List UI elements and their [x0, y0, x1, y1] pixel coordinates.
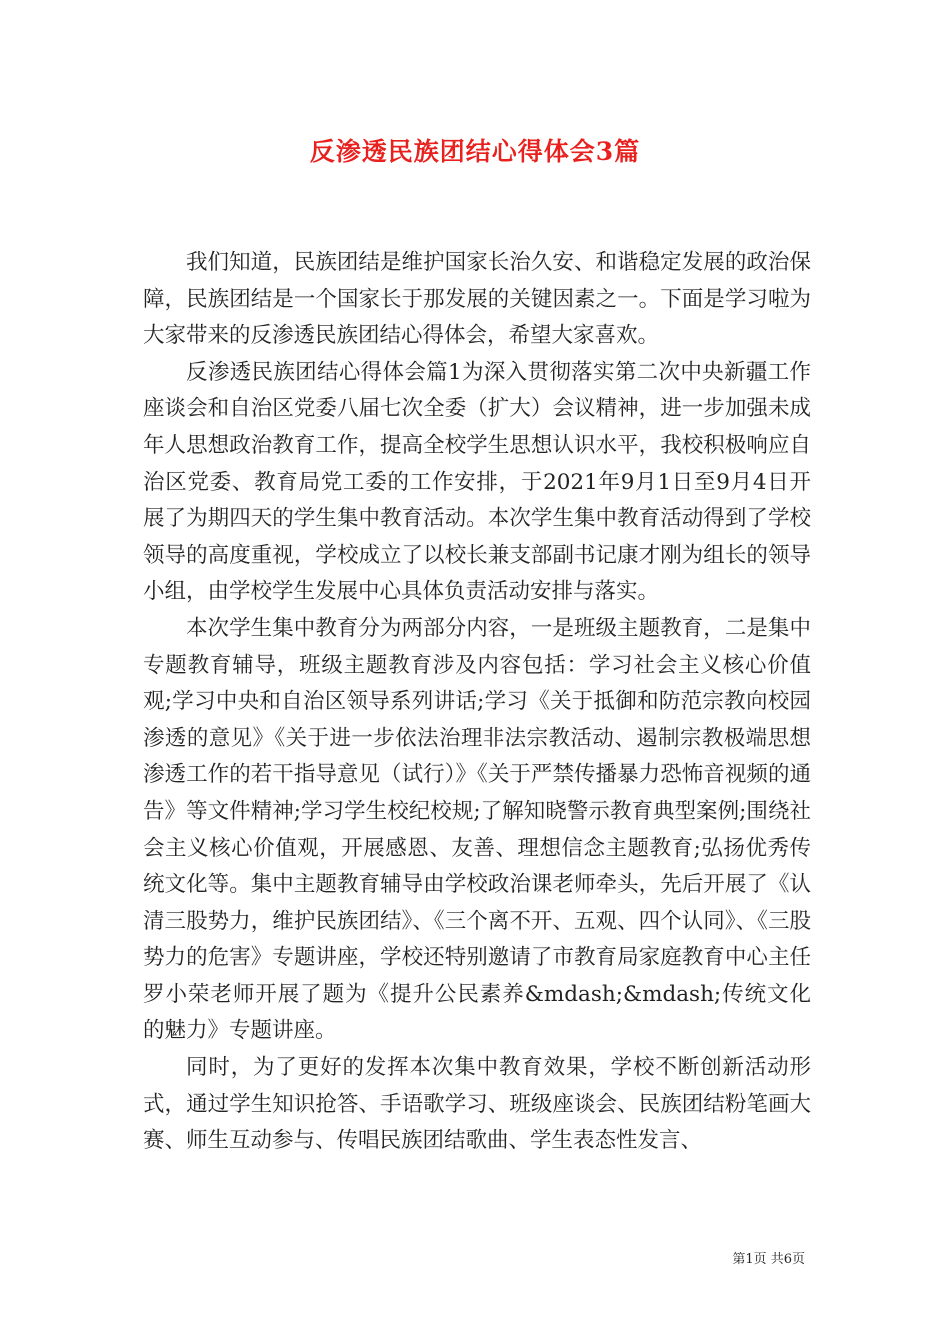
paragraph: 本次学生集中教育分为两部分内容，一是班级主题教育，二是集中专题教育辅导，班级主题教育涉及内容包括：学习社会主义核心价值观;学习中央和自治区领导系列讲话;学习《关于抵御和防范宗教向校园渗透的意见》《关于进一步依法治理非法宗教活动、遏制宗教极端思想渗透工作的若干指导意见（试行）》《关于严禁传播暴力恐怖音视频的通告》等文件精神;学习学生校纪校规;了解知晓警示教育典型案例;围绕社会主义核心价值观，开展感恩、友善、理想信念主题教育;弘扬优秀传统文化等。集中主题教育辅导由学校政治课老师牵头，先后开展了《认清三股势力，维护民族团结》、《三个离不开、五观、四个认同》、《三股势力的危害》专题讲座，学校还特别邀请了市教育局家庭教育中心主任罗小荣老师开展了题为《提升公民素养&mdash;&mdash;传统文化的魅力》专题讲座。 [143, 615, 811, 1044]
paragraph: 我们知道，民族团结是维护国家长治久安、和谐稳定发展的政治保障，民族团结是一个国家长于那发展的关键因素之一。下面是学习啦为大家带来的反渗透民族团结心得体会，希望大家喜欢。 [143, 250, 811, 349]
document-title: 反渗透民族团结心得体会3篇 [309, 137, 641, 166]
document-body [143, 245, 811, 1160]
paragraph: 同时，为了更好的发挥本次集中教育效果，学校不断创新活动形式，通过学生知识抢答、手语歌学习、班级座谈会、民族团结粉笔画大赛、师生互动参与、传唱民族团结歌曲、学生表态性发言、 [143, 1055, 811, 1154]
paragraph: 反渗透民族团结心得体会篇1为深入贯彻落实第二次中央新疆工作座谈会和自治区党委八届七次全委（扩大）会议精神，进一步加强未成年人思想政治教育工作，提高全校学生思想认识水平，我校积极响应自治区党委、教育局党工委的工作安排，于2021年9月1日至9月4日开展了为期四天的学生集中教育活动。本次学生集中教育活动得到了学校领导的高度重视，学校成立了以校长兼支部副书记康才刚为组长的领导小组，由学校学生发展中心具体负责活动安排与落实。 [143, 359, 811, 605]
page-number: 第1页 共6页 [732, 1252, 805, 1267]
